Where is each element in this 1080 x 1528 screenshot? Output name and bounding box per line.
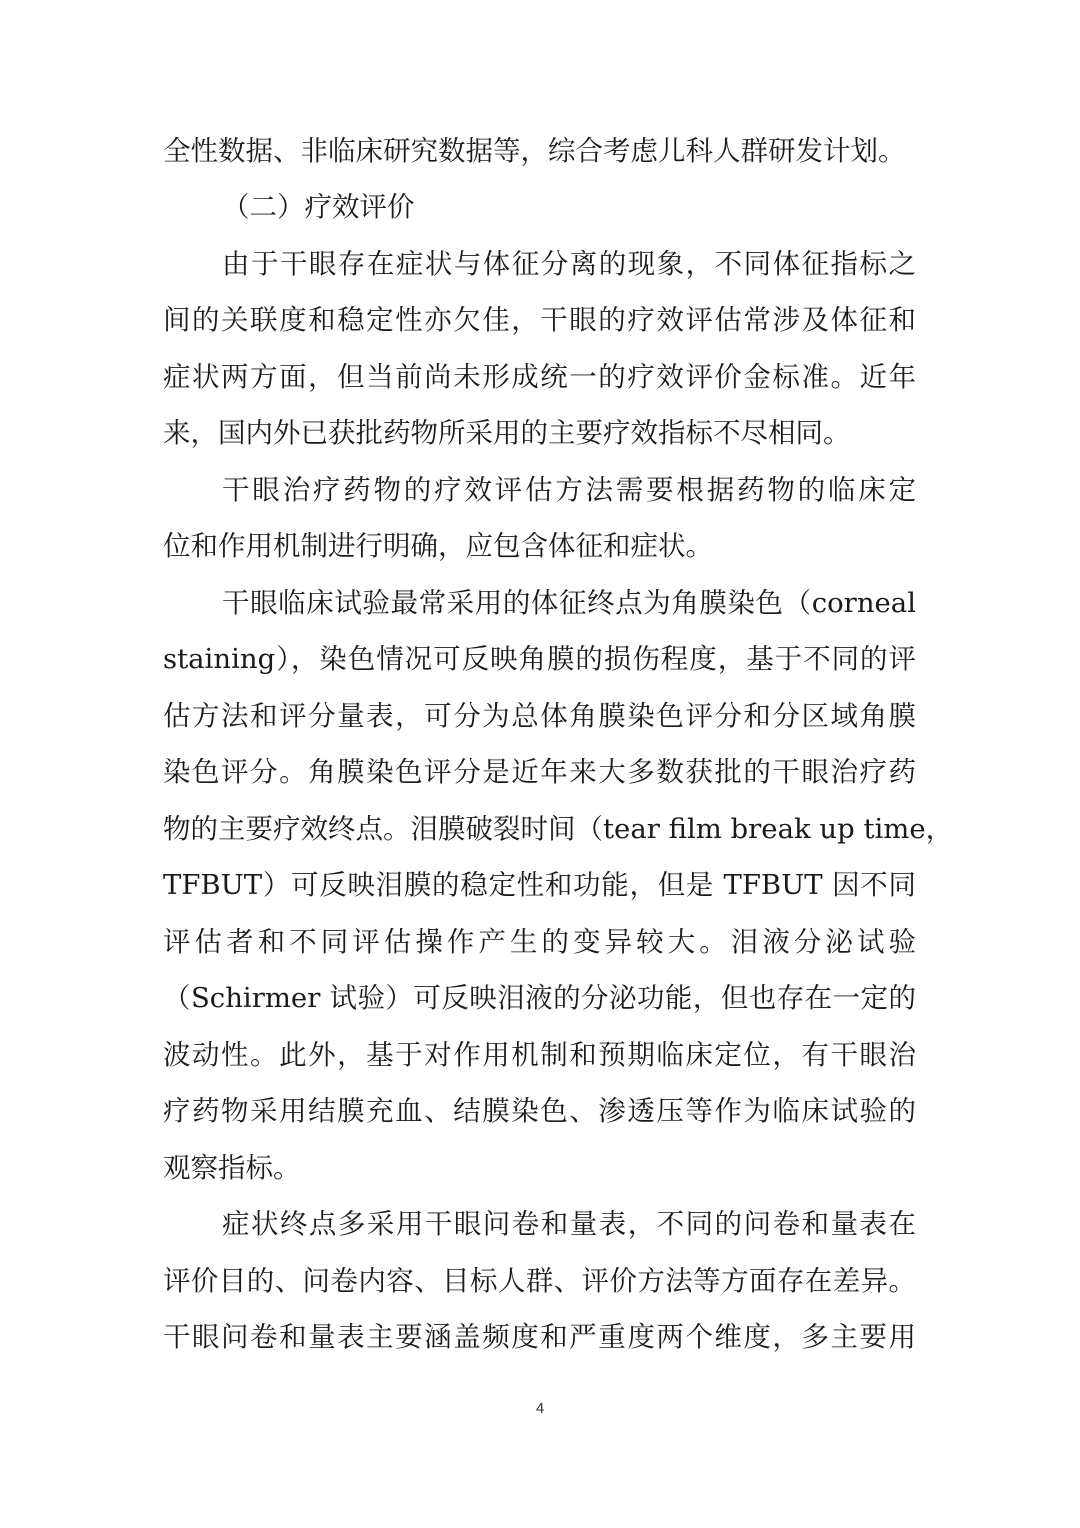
text-line: 评价目的、问卷内容、目标人群、评价方法等方面存在差异。 xyxy=(163,1265,916,1297)
text-line: 评估者和不同评估操作产生的变异较大。泪液分泌试验 xyxy=(163,926,916,958)
text-line: 干眼问卷和量表主要涵盖频度和严重度两个维度，多主要用 xyxy=(163,1321,916,1353)
text-line: 由于干眼存在症状与体征分离的现象，不同体征指标之 xyxy=(222,248,916,280)
text-line: 干眼治疗药物的疗效评估方法需要根据药物的临床定 xyxy=(222,474,916,506)
section-heading: （二）疗效评价 xyxy=(222,191,415,223)
text-line: 波动性。此外，基于对作用机制和预期临床定位，有干眼治 xyxy=(163,1039,916,1071)
text-line: 染色评分。角膜染色评分是近年来大多数获批的干眼治疗药 xyxy=(163,756,916,788)
text-line: 估方法和评分量表，可分为总体角膜染色评分和分区域角膜 xyxy=(163,700,916,732)
text-line: 症状终点多采用干眼问卷和量表，不同的问卷和量表在 xyxy=(222,1208,916,1240)
text-line: 疗药物采用结膜充血、结膜染色、渗透压等作为临床试验的 xyxy=(163,1095,916,1127)
page-number: 4 xyxy=(535,1400,545,1417)
text-line: 来，国内外已获批药物所采用的主要疗效指标不尽相同。 xyxy=(163,417,851,449)
text-line: 间的关联度和稳定性亦欠佳，干眼的疗效评估常涉及体征和 xyxy=(163,304,916,336)
text-line: 全性数据、非临床研究数据等，综合考虑儿科人群研发计划。 xyxy=(163,135,906,167)
text-line: 干眼临床试验最常采用的体征终点为角膜染色（corneal xyxy=(222,587,916,619)
text-line: 物的主要疗效终点。泪膜破裂时间（tear film break up time， xyxy=(163,813,954,845)
text-line: 症状两方面，但当前尚未形成统一的疗效评价金标准。近年 xyxy=(163,361,916,393)
text-line: 位和作用机制进行明确，应包含体征和症状。 xyxy=(163,530,713,562)
text-line: （Schirmer 试验）可反映泪液的分泌功能，但也存在一定的 xyxy=(163,982,916,1014)
text-line: 观察指标。 xyxy=(163,1152,301,1184)
text-line: TFBUT）可反映泪膜的稳定性和功能，但是 TFBUT 因不同 xyxy=(163,869,916,901)
text-line: staining），染色情况可反映角膜的损伤程度，基于不同的评 xyxy=(163,643,916,675)
